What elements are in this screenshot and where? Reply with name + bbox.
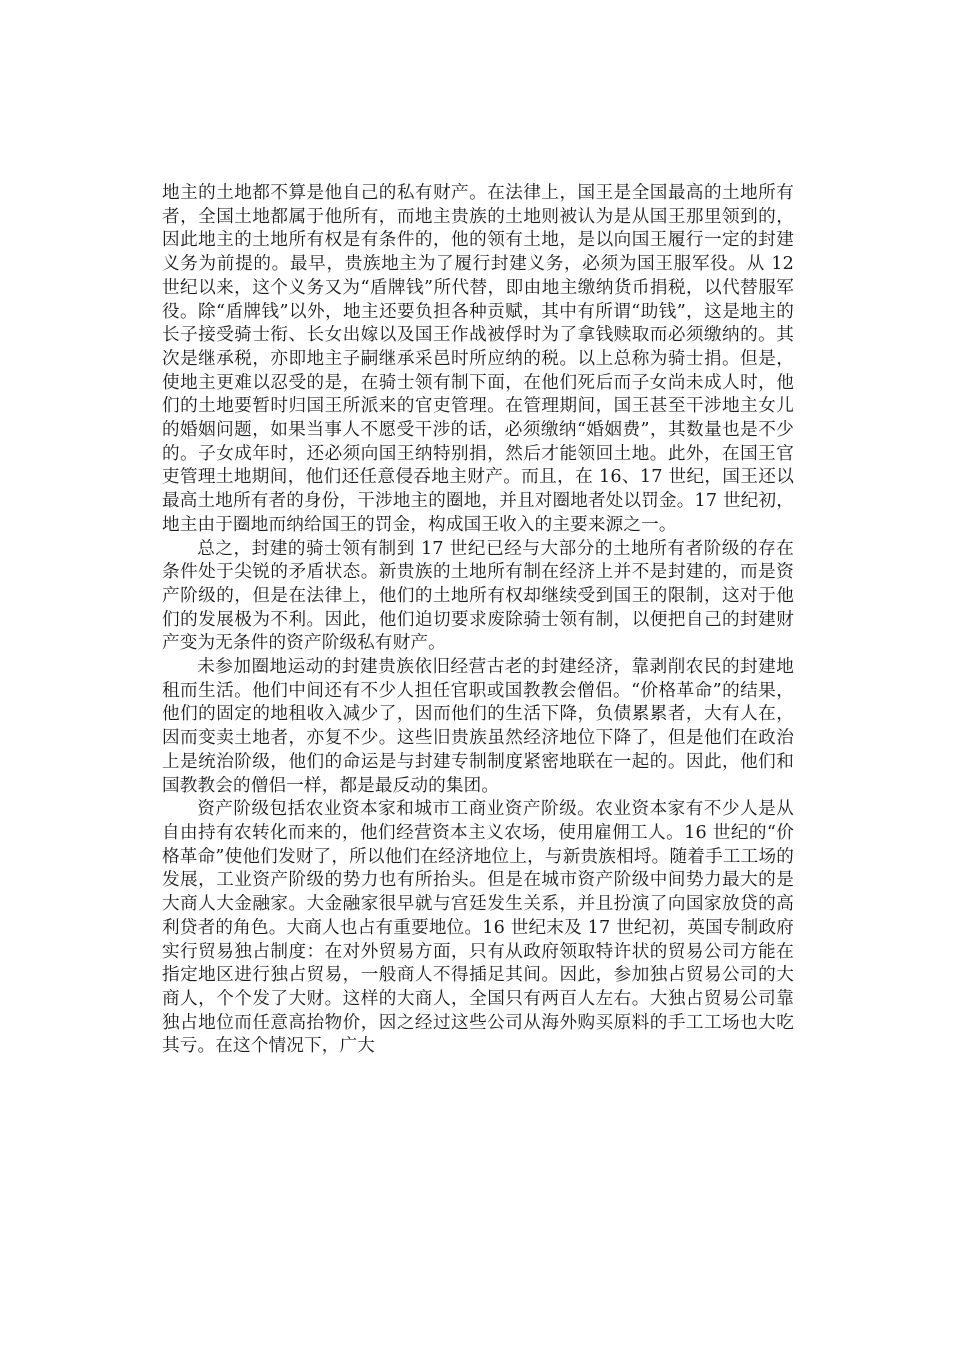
paragraph-2: 总之，封建的骑士领有制到 17 世纪已经与大部分的土地所有者阶级的存在条件处于尖锐的矛盾状态。新贵族的土地所有制在经济上并不是封建的，而是资产阶级的，但是在法律上，他们的土地所有权却继续受到国王的限制，这对于他们的发展极为不利。因此，他们迫切要求废除骑士领有制，以便把自己的封建财产变为无条件的资产阶级私有财产。	[162, 538, 794, 654]
paragraph-3: 未参加圈地运动的封建贵族依旧经营古老的封建经济，靠剥削农民的封建地租而生活。他们中间还有不少人担任官职或国教教会僧侣。“价格革命”的结果，他们的固定的地租收入减少了，因而他们的生活下降，负债累累者，大有人在，因而变卖土地者，亦复不少。这些旧贵族虽然经济地位下降了，但是他们在政治上是统治阶级，他们的命运是与封建专制制度紧密地联在一起的。因此，他们和国教教会的僧侣一样，都是最反动的集团。	[162, 657, 794, 796]
paragraph-1: 地主的土地都不算是他自己的私有财产。在法律上，国王是全国最高的土地所有者，全国土地都属于他所有，而地主贵族的土地则被认为是从国王那里领到的，因此地主的土地所有权是有条件的，他的领有土地，是以向国王履行一定的封建义务为前提的。最早，贵族地主为了履行封建义务，必须为国王服军役。从 12 世纪以来，这个义务又为“盾牌钱”所代替，即由地主缴纳货币捐税，以代替服军役。除“盾牌钱”以外，地主还要负担各种贡赋，其中有所谓“助钱”，这是地主的长子接受骑士衔、长女出嫁以及国王作战被俘时为了拿钱赎取而必须缴纳的。其次是继承税，亦即地主子嗣继承采邑时所应纳的税。以上总称为骑士捐。但是，使地主更难以忍受的是，在骑士领有制下面，在他们死后而子女尚未成人时，他们的土地要暂时归国王所派来的官吏管理。在管理期间，国王甚至干涉地主女儿的婚姻问题，如果当事人不愿受干涉的话，必须缴纳“婚姻费”，其数量也是不少的。子女成年时，还必须向国王纳特别捐，然后才能领回土地。此外，在国王官吏管理土地期间，他们还任意侵吞地主财产。而且，在 16、17 世纪，国王还以最高土地所有者的身份，干涉地主的圈地，并且对圈地者处以罚金。17 世纪初，地主由于圈地而纳给国王的罚金，构成国王收入的主要来源之一。	[162, 183, 794, 535]
paragraph-4: 资产阶级包括农业资本家和城市工商业资产阶级。农业资本家有不少人是从自由持有农转化而来的，他们经营资本主义农场，使用雇佣工人。16 世纪的“价格革命”使他们发财了，所以他们在经济地位上，与新贵族相埒。随着手工工场的发展，工业资产阶级的势力也有所抬头。但是在城市资产阶级中间势力最大的是大商人大金融家。大金融家很早就与宫廷发生关系，并且扮演了向国家放贷的高利贷者的角色。大商人也占有重要地位。16 世纪末及 17 世纪初，英国专制政府实行贸易独占制度：在对外贸易方面，只有从政府领取特许状的贸易公司方能在指定地区进行独占贸易，一般商人不得插足其间。因此，参加独占贸易公司的大商人，个个发了大财。这样的大商人，全国只有两百人左右。大独占贸易公司靠独占地位而任意高抬物价，因之经过这些公司从海外购买原料的手工工场也大吃其亏。在这个情况下，广大	[162, 799, 794, 1057]
body-text	[162, 182, 794, 1059]
